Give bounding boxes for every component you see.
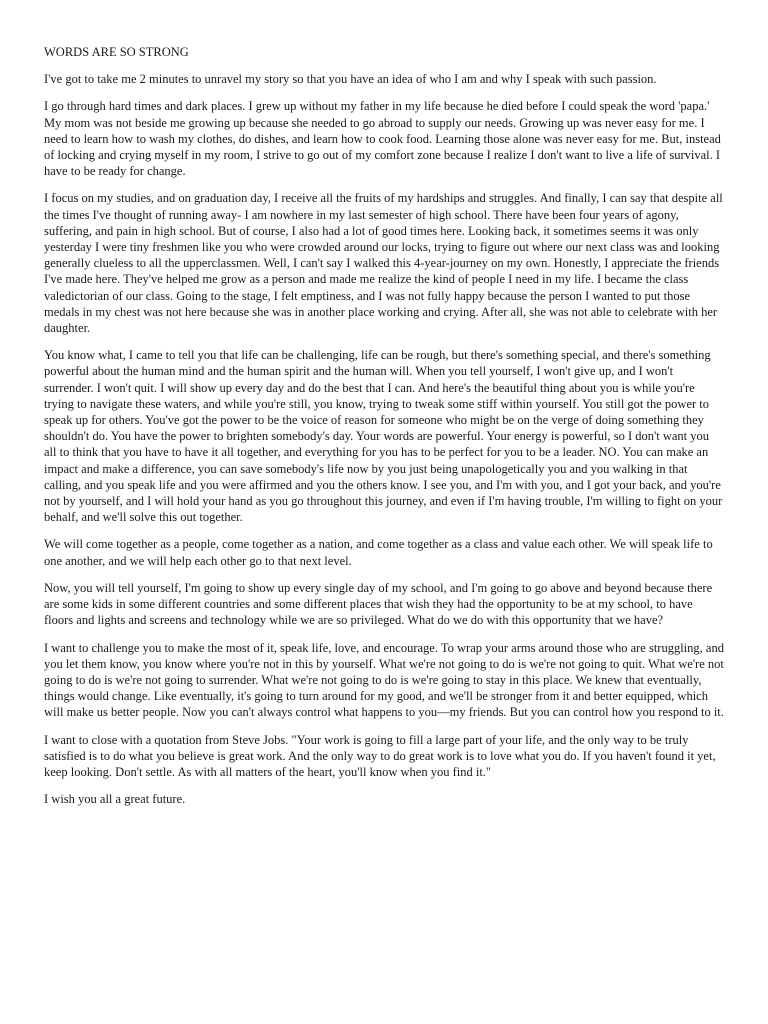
paragraph-intro: I've got to take me 2 minutes to unravel my story so that you have an idea of who I am and why I speak with such passion.: [44, 72, 657, 87]
paragraph-come-together: We will come together as a people, come together as a nation, and come together as a class and value each other. We will speak life to one another, and we will help each other go to that next level.: [44, 537, 713, 568]
paragraph-closing: I wish you all a great future.: [44, 792, 186, 807]
paragraph-challenge: I want to challenge you to make the most of it, speak life, love, and encourage. To wrap your arms around those who are struggling, and you let them know, you know where you're not in this by yourself. What we're not going to do is we're not going to quit. What we're not going to do is we're not going to surrender. What we're not going to do is we're going to stay in this place. We knew that eventually, things would change. Like eventually, it's going to turn around for my good, and we'll be stronger from it and better equipped, which will make us better people. Now you can't always control what happens to you—my friends. But you can control how you respond to it.: [44, 640, 724, 720]
paragraph-quotation: I want to close with a quotation from Steve Jobs. "Your work is going to fill a large part of your life, and the only way to be truly satisfied is to do what you believe is great work. And the only way to do great work is to love what you do. If you haven't found it yet, keep looking. Don't settle. As with all matters of the heart, you'll know when you find it.": [44, 732, 716, 779]
paragraph-graduation: I focus on my studies, and on graduation day, I receive all the fruits of my hardships and struggles. And finally, I can say that despite all the times I've thought of running away- I am nowhere in my last semester of high school. There have been four years of agony, suffering, and pain in high school. But of course, I also had a lot of good times here. Looking back, it sometimes seems it was only yesterday I were tiny freshmen like you who were crowded around our locks, trying to figure out where our next class was and looking generally clueless to all the upperclassmen. Well, I can't say I walked this 4-year-journey on my own. Honestly, I appreciate the friends I've made here. They've helped me grow as a person and made me realize the kind of people I need in my life. I became the class valedictorian of our class. Going to the stage, I felt emptiness, and I was not fully happy because the person I wanted to put those medals in my chest was not here because she was in another place working and crying. After all, she was not able to celebrate with her daughter.: [44, 191, 723, 336]
document-page: [44, 44, 724, 818]
paragraph-show-up: Now, you will tell yourself, I'm going to show up every single day of my school, and I'm going to go above and beyond because there are some kids in some different countries and some different places that wish they had the opportunity to be at my school, to have floors and lights and screens and technology while we are so privileged. What do we do with this opportunity that we have?: [44, 580, 713, 628]
document-title: WORDS ARE SO STRONG: [44, 45, 189, 59]
paragraph-power-of-will: You know what, I came to tell you that life can be challenging, life can be rough, but there's something special, and there's something powerful about the human mind and the human spirit and the human will. When you tell yourself, I won't give up, and I won't surrender. I won't quit. I will show up every day and do the best that I can. And here's the beautiful thing about you is while you're trying to navigate these waters, and while you're still, you know, trying to tweak some stiff within yourself. You still got the power to speak up for others. You've got the power to be the voice of reason for someone who might be on the verge of doing something they shouldn't do. You have the power to brighten somebody's day. Your words are powerful. Your energy is powerful, so I don't want you all to think that you have to have it all together, and everything for you has to be perfect for you to be a leader. NO. You can make an impact and make a difference, you can save somebody's life now by you just being unapologetically you and you walking in that calling, and you speak life and you were affirmed and you the others know. I see you, and I'm with you, and I got your back, and you're not by yourself, and I will hold your hand as you go throughout this journey, and even if I'm having trouble, I'm willing to fight on your behalf, and we'll solve this out together.: [44, 348, 723, 525]
paragraph-hard-times: I go through hard times and dark places. I grew up without my father in my life because he died before I could speak the word 'papa.' My mom was not beside me growing up because she needed to go abroad to supply our needs. Growing up was never easy for me. I need to learn how to wash my clothes, do dishes, and learn how to cook food. Learning those alone was never easy for me. But, instead of locking and crying myself in my room, I strive to go out of my comfort zone because I realize I don't want to live a life of survival. I have to be ready for change.: [44, 99, 721, 179]
